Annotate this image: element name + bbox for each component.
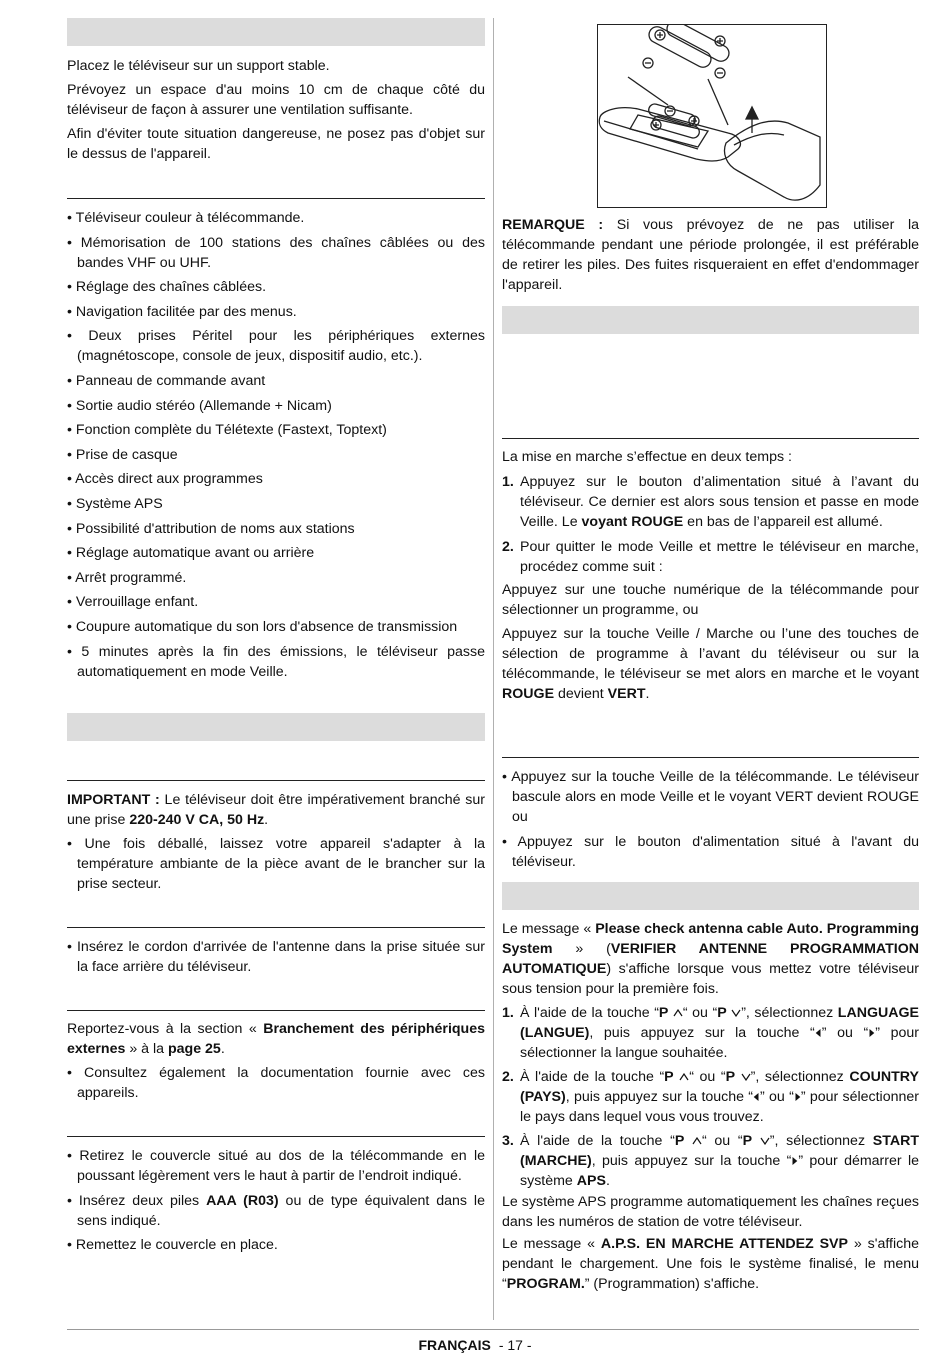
list-item: • Appuyez sur le bouton d'alimentation situé à l'avant du téléviseur. bbox=[502, 832, 919, 872]
batteries-section bbox=[67, 1146, 485, 1255]
placement-section bbox=[67, 56, 485, 164]
list-item: • 5 minutes après la fin des émissions, le téléviseur passe automatiquement en mode Veille. bbox=[67, 642, 485, 682]
paragraph: Le système APS programme automatiquement les chaînes reçues dans les numéros de station de votre téléviseur. bbox=[502, 1194, 919, 1230]
chevron-up-icon bbox=[679, 1073, 689, 1081]
important-label: IMPORTANT : bbox=[67, 792, 160, 808]
first-install-section bbox=[502, 919, 919, 1294]
page-reference: page 25 bbox=[167, 1041, 221, 1057]
chevron-down-icon bbox=[731, 1009, 741, 1017]
section-rule bbox=[67, 1136, 485, 1137]
remote-battery-illustration bbox=[597, 24, 827, 208]
list-item: • Panneau de commande avant bbox=[67, 371, 485, 391]
numbered-step: 1. À l'aide de la touche “P “ ou “P ”, sélectionnez LANGUAGE (LANGUE), puis appuyez sur la touche “ ” ou “ ” pour sélectionner la langue souhaitée. bbox=[502, 1005, 919, 1061]
paragraph: Afin d'éviter toute situation dangereuse, ne posez pas d'objet sur le dessus de l'appareil. bbox=[67, 126, 485, 162]
arrow-left-icon bbox=[815, 1029, 822, 1037]
remote-control-icon bbox=[598, 25, 826, 207]
section-rule bbox=[67, 780, 485, 781]
section-rule bbox=[67, 1010, 485, 1011]
power-section bbox=[67, 790, 485, 894]
standby-section bbox=[502, 767, 919, 872]
section-rule bbox=[67, 927, 485, 928]
remark-section bbox=[502, 215, 919, 295]
remark-note: REMARQUE : Si vous prévoyez de ne pas utiliser la télécommande pendant une période prolongée, il est préférable de retirer les piles. Des fuites risqueraient en effet d'endommager l'appareil. bbox=[502, 217, 919, 293]
antenna-section bbox=[67, 937, 485, 977]
list-item: • Accès direct aux programmes bbox=[67, 469, 485, 489]
section-reference: Branchement des périphériques externes bbox=[67, 1021, 485, 1057]
list-item: • Prise de casque bbox=[67, 445, 485, 465]
list-item: • Réglage des chaînes câblées. bbox=[67, 277, 485, 297]
list-item: • Navigation facilitée par des menus. bbox=[67, 302, 485, 322]
arrow-left-icon bbox=[753, 1093, 760, 1101]
list-item: • Mémorisation de 100 stations des chaînes câblées ou des bandes VHF ou UHF. bbox=[67, 233, 485, 273]
important-note bbox=[67, 790, 485, 830]
list-item: • Remettez le couvercle en place. bbox=[67, 1235, 485, 1255]
list-item: • Coupure automatique du son lors d'absence de transmission bbox=[67, 617, 485, 637]
list-item: • Système APS bbox=[67, 494, 485, 514]
chevron-down-icon bbox=[741, 1073, 751, 1081]
paragraph: Le message « A.P.S. EN MARCHE ATTENDEZ SVP » s'affiche pendant le chargement. Une fois le système finalisé, le menu “PROGRAM.” (Programmation) s'affiche. bbox=[502, 1236, 919, 1292]
external-devices-section bbox=[67, 1019, 485, 1103]
numbered-step: 2. Pour quitter le mode Veille et mettre le téléviseur en marche, procédez comme suit : bbox=[502, 539, 919, 575]
list-item: • Une fois déballé, laissez votre appareil s'adapter à la température ambiante de la pièce avant de le brancher sur la prise secteur. bbox=[67, 834, 485, 894]
remark-label: REMARQUE : bbox=[502, 217, 604, 233]
list-item: • Consultez également la documentation fournie avec ces appareils. bbox=[67, 1063, 485, 1103]
paragraph: La mise en marche s’effectue en deux temps : bbox=[502, 449, 792, 465]
features-list bbox=[67, 208, 485, 682]
list-item: • Verrouillage enfant. bbox=[67, 592, 485, 612]
section-rule bbox=[502, 438, 919, 439]
section-header-bar bbox=[502, 882, 919, 910]
list-item: • Sortie audio stéréo (Allemande + Nicam) bbox=[67, 396, 485, 416]
footer-rule bbox=[67, 1329, 919, 1330]
section-rule bbox=[502, 757, 919, 758]
list-item: • Réglage automatique avant ou arrière bbox=[67, 543, 485, 563]
list-item: • Possibilité d'attribution de noms aux stations bbox=[67, 519, 485, 539]
page-number: - 17 - bbox=[498, 1337, 532, 1353]
chevron-down-icon bbox=[760, 1137, 770, 1145]
numbered-step: 1. Appuyez sur le bouton d’alimentation situé à l’avant du téléviseur. Ce dernier est alors sous tension et passe en mode Veille. Le voyant ROUGE en bas de l’appareil est allumé. bbox=[502, 474, 919, 530]
important-text: Le téléviseur doit être impérativement branché sur une prise bbox=[67, 792, 485, 828]
list-item: • Retirez le couvercle situé au dos de la télécommande en le poussant légèrement vers le haut à partir de l’endroit indiqué. bbox=[67, 1146, 485, 1186]
list-item: • Deux prises Péritel pour les périphériques externes (magnétoscope, console de jeux, dispositif audio, etc.). bbox=[67, 326, 485, 366]
numbered-step: 3. À l'aide de la touche “P “ ou “P ”, sélectionnez START (MARCHE), puis appuyez sur la touche “ ” pour démarrer le système APS. bbox=[502, 1133, 919, 1189]
list-item: • Appuyez sur la touche Veille de la télécommande. Le téléviseur bascule alors en mode Veille et le voyant VERT devient ROUGE ou bbox=[502, 767, 919, 827]
list-item: • Insérez deux piles AAA (R03) ou de type équivalent dans le sens indiqué. bbox=[67, 1191, 485, 1231]
numbered-step: 2. À l'aide de la touche “P “ ou “P ”, sélectionnez COUNTRY (PAYS), puis appuyez sur la touche “ ” ou “ ” pour sélectionner le pays dans lequel vous vous trouvez. bbox=[502, 1069, 919, 1125]
paragraph: Placez le téléviseur sur un support stable. bbox=[67, 58, 330, 74]
power-spec: 220-240 V CA, 50 Hz bbox=[129, 812, 265, 828]
list-item: • Arrêt programmé. bbox=[67, 568, 485, 588]
section-header-bar bbox=[67, 713, 485, 741]
arrow-right-icon bbox=[794, 1093, 801, 1101]
paragraph: Le message « Please check antenna cable Auto. Programming System » (VERIFIER ANTENNE PROGRAMMATION AUTOMATIQUE) s'affiche lorsque vous mettez votre téléviseur sous tension pour la première fois. bbox=[502, 921, 919, 997]
footer-language: FRANÇAIS bbox=[418, 1337, 491, 1353]
chevron-up-icon bbox=[673, 1009, 683, 1017]
paragraph: Prévoyez un espace d'au moins 10 cm de chaque côté du téléviseur de façon à assurer une ventilation suffisante. bbox=[67, 82, 485, 118]
section-header-bar bbox=[67, 18, 485, 46]
list-item: • Téléviseur couleur à télécommande. bbox=[67, 208, 485, 228]
section-header-bar bbox=[502, 306, 919, 334]
paragraph: Appuyez sur la touche Veille / Marche ou l’une des touches de sélection de programme à l’avant du téléviseur ou sur la télécommande, le téléviseur se met alors en marche et le voyant ROUGE devient VERT. bbox=[502, 626, 919, 702]
list-item: • Fonction complète du Télétexte (Fastext, Toptext) bbox=[67, 420, 485, 440]
paragraph: Appuyez sur une touche numérique de la télécommande pour sélectionner un programme, ou bbox=[502, 582, 919, 618]
column-divider bbox=[493, 18, 494, 1320]
section-rule bbox=[67, 198, 485, 199]
chevron-up-icon bbox=[692, 1137, 702, 1145]
paragraph: Reportez-vous à la section « Branchement des périphériques externes » à la page 25. bbox=[67, 1021, 485, 1057]
switch-on-section bbox=[502, 447, 919, 704]
page-footer bbox=[0, 1335, 950, 1355]
important-end: . bbox=[264, 812, 269, 828]
list-item: • Insérez le cordon d'arrivée de l'antenne dans la prise située sur la face arrière du téléviseur. bbox=[67, 937, 485, 977]
